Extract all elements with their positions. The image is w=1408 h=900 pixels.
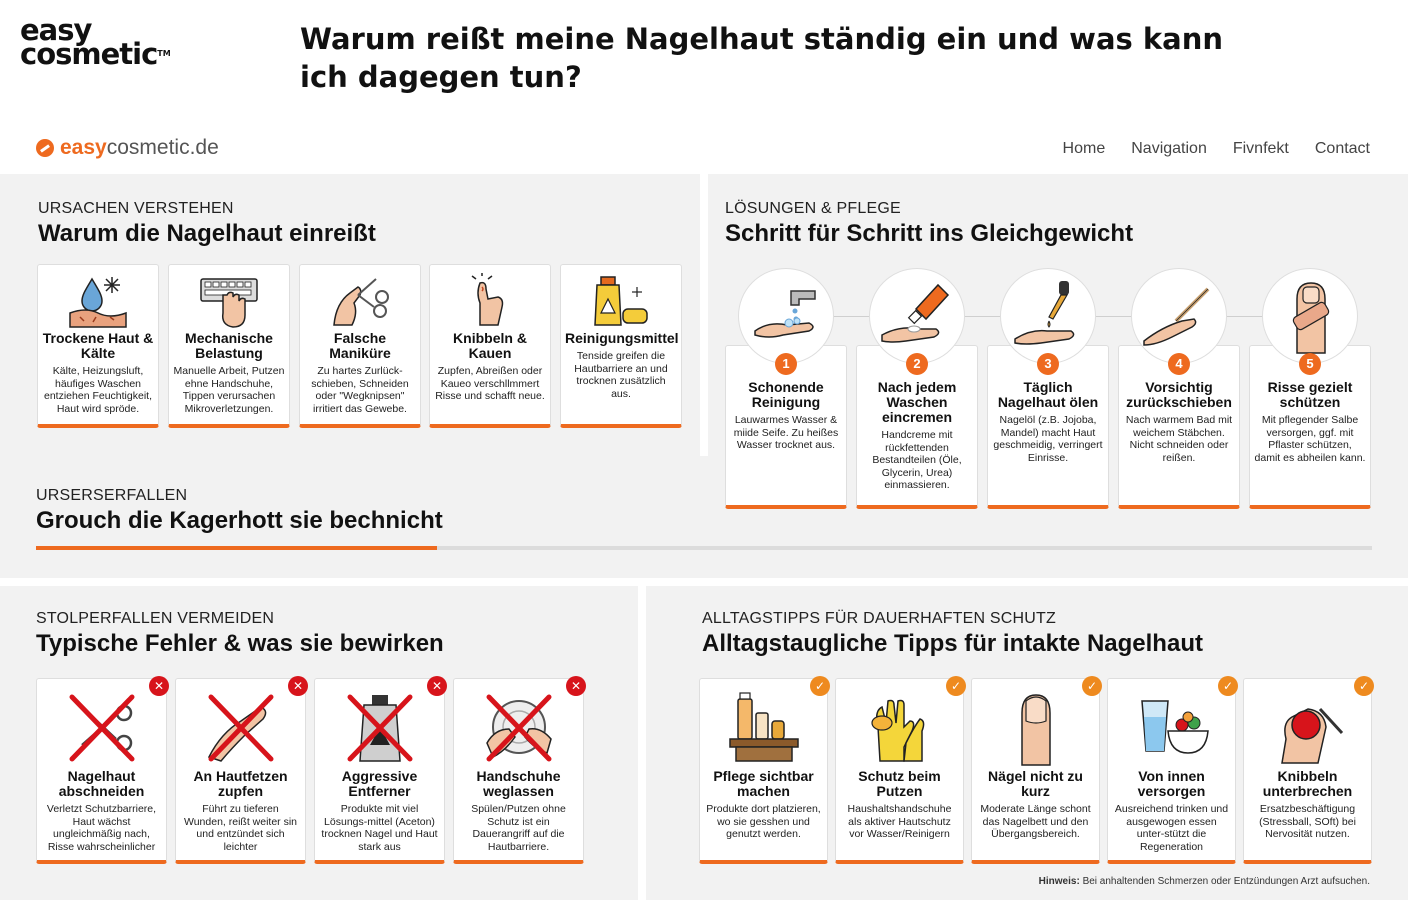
error-x-icon: ✕ bbox=[288, 676, 308, 696]
tip-card bbox=[1243, 678, 1372, 864]
step-title: Täglich Nagelhaut ölen bbox=[997, 379, 1099, 410]
cause-title: Falsche Maniküre bbox=[329, 330, 391, 361]
step-icon-circle bbox=[1131, 268, 1227, 364]
step-desc: Nagelöl (z.B. Jojoba, Mandel) macht Haut geschmeidig, verringert Einrisse. bbox=[993, 414, 1103, 464]
tips-title: Alltagstaugliche Tipps für intakte Nagelhaut bbox=[702, 630, 1203, 657]
step-number-badge: 2 bbox=[906, 353, 928, 375]
hint-label: Hinweis: bbox=[1038, 876, 1080, 887]
check-icon: ✓ bbox=[1218, 676, 1238, 696]
error-title: Aggressive Entferner bbox=[341, 768, 418, 799]
step-connector bbox=[1227, 316, 1263, 317]
cause-card bbox=[429, 264, 551, 428]
scissors-hand-icon bbox=[328, 273, 392, 329]
cuticle-pusher-icon bbox=[1132, 269, 1228, 365]
step-desc: Mit pflegender Salbe versorgen, ggf. mit Pflaster schützen, damit es abheilen kann. bbox=[1254, 414, 1366, 464]
nav-link-home[interactable]: Home bbox=[1062, 140, 1106, 157]
nav-link-fivnfekt[interactable]: Fivnfekt bbox=[1232, 140, 1289, 157]
step-title: Risse gezielt schützen bbox=[1267, 379, 1353, 410]
nav-link-navigation[interactable]: Navigation bbox=[1131, 140, 1207, 157]
error-title: Handschuhe weglassen bbox=[476, 768, 561, 799]
cause-title: Knibbeln & Kauen bbox=[453, 330, 527, 361]
cause-card bbox=[299, 264, 421, 428]
cause-card bbox=[37, 264, 159, 428]
hand-cream-tube-icon bbox=[870, 269, 966, 365]
logo-trademark: TM bbox=[157, 49, 171, 58]
step-icon-circle bbox=[738, 268, 834, 364]
short-nail-icon bbox=[996, 687, 1076, 767]
logo-line-1: easy bbox=[20, 13, 92, 47]
step-connector bbox=[1096, 316, 1132, 317]
check-icon: ✓ bbox=[946, 676, 966, 696]
error-desc: Produkte mit viel Lösungs-mittel (Aceton) trocknen Nagel und Haut stark aus bbox=[321, 803, 438, 853]
oil-dropper-icon bbox=[1001, 269, 1097, 365]
step-desc: Lauwarmes Wasser & miide Seife. Zu heißes Wasser trocknet aus. bbox=[733, 414, 839, 451]
causes-title: Warum die Nagelhaut einreißt bbox=[38, 220, 376, 247]
bandaged-finger-icon bbox=[1263, 269, 1359, 365]
tip-card bbox=[699, 678, 828, 864]
tip-desc: Haushaltshandschuhe als aktiver Hautschutz vor Wasser/Reinigern bbox=[847, 803, 952, 840]
brand-link[interactable] bbox=[36, 136, 219, 160]
tip-card bbox=[1107, 678, 1236, 864]
cause-card bbox=[560, 264, 682, 428]
crossed-remover-bottle-icon bbox=[340, 687, 420, 767]
section-progress-bar bbox=[36, 546, 1372, 550]
step-desc: Nach warmem Bad mit weichem Stäbchen. Nicht schneiden oder reißen. bbox=[1125, 414, 1233, 464]
mid-title: Grouch die Kagerhott sie bechnicht bbox=[36, 507, 443, 534]
progress-fill bbox=[36, 546, 437, 550]
detergent-bottle-icon bbox=[589, 273, 653, 329]
errors-title: Typische Fehler & was sie bewirken bbox=[36, 630, 444, 657]
finger-picking-icon bbox=[458, 273, 522, 329]
tip-title: Von innen versorgen bbox=[1137, 768, 1206, 799]
cause-desc: Zupfen, Abreißen oder Kaueo verschllmmert Risse und schafft neue. bbox=[435, 365, 545, 402]
top-navbar bbox=[0, 128, 1408, 172]
causes-kicker: URSACHEN VERSTEHEN bbox=[38, 200, 234, 217]
step-icon-circle bbox=[869, 268, 965, 364]
step-number-badge: 5 bbox=[1299, 353, 1321, 375]
cause-title: Mechanische Belastung bbox=[185, 330, 273, 361]
error-card bbox=[453, 678, 584, 864]
easycosmetic-logo bbox=[20, 13, 190, 71]
tip-title: Schutz beim Putzen bbox=[858, 768, 941, 799]
tip-card bbox=[971, 678, 1100, 864]
error-title: Nagelhaut abschneiden bbox=[58, 768, 145, 799]
stress-ball-icon bbox=[1268, 687, 1348, 767]
errors-kicker: STOLPERFALLEN VERMEIDEN bbox=[36, 610, 275, 627]
page-title: Warum reißt meine Nagelhaut ständig ein und was kann ich dagegen tun? bbox=[300, 22, 1224, 94]
step-title: Nach jedem Waschen eincremen bbox=[877, 379, 957, 425]
tip-desc: Ersatzbeschäftigung (Stressball, SOft) bei Nervosität nutzen. bbox=[1259, 803, 1356, 840]
step-connector bbox=[965, 316, 1001, 317]
tip-desc: Ausreichend trinken und ausgewogen essen unter-stützt die Regeneration bbox=[1114, 803, 1229, 853]
error-title: An Hautfetzen zupfen bbox=[193, 768, 288, 799]
crossed-scissors-icon bbox=[62, 687, 142, 767]
cause-title: Trockene Haut & Kälte bbox=[42, 330, 154, 361]
step-icon-circle bbox=[1000, 268, 1096, 364]
solutions-title: Schritt für Schritt ins Gleichgewicht bbox=[725, 220, 1134, 247]
check-icon: ✓ bbox=[1082, 676, 1102, 696]
step-icon-circle bbox=[1262, 268, 1358, 364]
tip-title: Pflege sichtbar machen bbox=[713, 768, 814, 799]
hand-washing-icon bbox=[739, 269, 835, 365]
step-number-badge: 1 bbox=[775, 353, 797, 375]
step-title: Schonende Reinigung bbox=[748, 379, 824, 410]
error-desc: Verletzt Schutzbarriere, Haut wächst ungleichmäßig nach, Risse wahrscheinlicher bbox=[46, 803, 157, 853]
cause-card bbox=[168, 264, 290, 428]
tips-kicker: ALLTAGSTIPPS FÜR DAUERHAFTEN SCHUTZ bbox=[702, 610, 1056, 627]
nav-link-contact[interactable]: Contact bbox=[1314, 140, 1370, 157]
step-connector bbox=[834, 316, 870, 317]
tip-desc: Produkte dort platzieren, wo sie gesshen und genutzt werden. bbox=[706, 803, 821, 840]
tip-card bbox=[835, 678, 964, 864]
cleaning-gloves-icon bbox=[860, 687, 940, 767]
solutions-kicker: LÖSUNGEN & PFLEGE bbox=[725, 200, 901, 217]
dry-skin-snowflake-icon bbox=[66, 273, 130, 329]
step-number-badge: 4 bbox=[1168, 353, 1190, 375]
error-card bbox=[314, 678, 445, 864]
error-desc: Führt zu tieferen Wunden, reißt weiter sin und entzündet sich leichter bbox=[183, 803, 298, 853]
step-title: Vorsichtig zurückschieben bbox=[1126, 379, 1232, 410]
error-x-icon: ✕ bbox=[427, 676, 447, 696]
error-desc: Spülen/Putzen ohne Schutz ist ein Dauerangriff auf die Hautbarriere. bbox=[471, 803, 566, 853]
keyboard-hand-icon bbox=[197, 273, 261, 329]
hint-note bbox=[1039, 876, 1370, 887]
cause-desc: Tenside greifen die Hautbarriere an und trocknen zusätzlich aus. bbox=[574, 350, 668, 400]
tip-desc: Moderate Länge schont das Nagelbett und den Übergangsbereich. bbox=[980, 803, 1091, 840]
hint-text: Bei anhaltenden Schmerzen oder Entzündungen Arzt aufsuchen. bbox=[1082, 876, 1370, 887]
water-salad-icon bbox=[1132, 687, 1212, 767]
crossed-tearing-finger-icon bbox=[201, 687, 281, 767]
cause-desc: Manuelle Arbeit, Putzen ehne Handschuhe, Tippen verursachen Mikroverletzungen. bbox=[173, 365, 285, 415]
mid-kicker: URSERSERFALLEN bbox=[36, 487, 188, 504]
step-desc: Handcreme mit rückfettenden Bestandteilen (Öle, Glycerin, Urea) einmassieren. bbox=[872, 429, 962, 491]
tip-title: Knibbeln unterbrechen bbox=[1262, 768, 1353, 799]
brand-part-1: easy bbox=[60, 136, 107, 159]
crossed-dishwashing-icon bbox=[479, 687, 559, 767]
care-shelf-icon bbox=[724, 687, 804, 767]
error-card bbox=[175, 678, 306, 864]
cause-title: Reinigungsmittel bbox=[565, 330, 679, 346]
error-x-icon: ✕ bbox=[566, 676, 586, 696]
cause-desc: Kälte, Heizungsluft, häufiges Waschen entziehen Feuchtigkeit, Haut wird spröde. bbox=[44, 365, 152, 415]
tip-title: Nägel nicht zu kurz bbox=[988, 768, 1083, 799]
step-number-badge: 3 bbox=[1037, 353, 1059, 375]
check-icon: ✓ bbox=[1354, 676, 1374, 696]
error-x-icon: ✕ bbox=[149, 676, 169, 696]
error-card bbox=[36, 678, 167, 864]
cause-desc: Zu hartes Zurlück-schieben, Schneiden oder "Wegknipsen" irritiert das Gewebe. bbox=[311, 365, 409, 415]
logo-line-2 bbox=[20, 37, 190, 71]
nav-links bbox=[1063, 140, 1370, 158]
check-icon: ✓ bbox=[810, 676, 830, 696]
brand-leaf-icon bbox=[36, 139, 54, 157]
brand-part-2: cosmetic.de bbox=[106, 136, 219, 159]
logo-word: cosmetic bbox=[20, 37, 158, 71]
